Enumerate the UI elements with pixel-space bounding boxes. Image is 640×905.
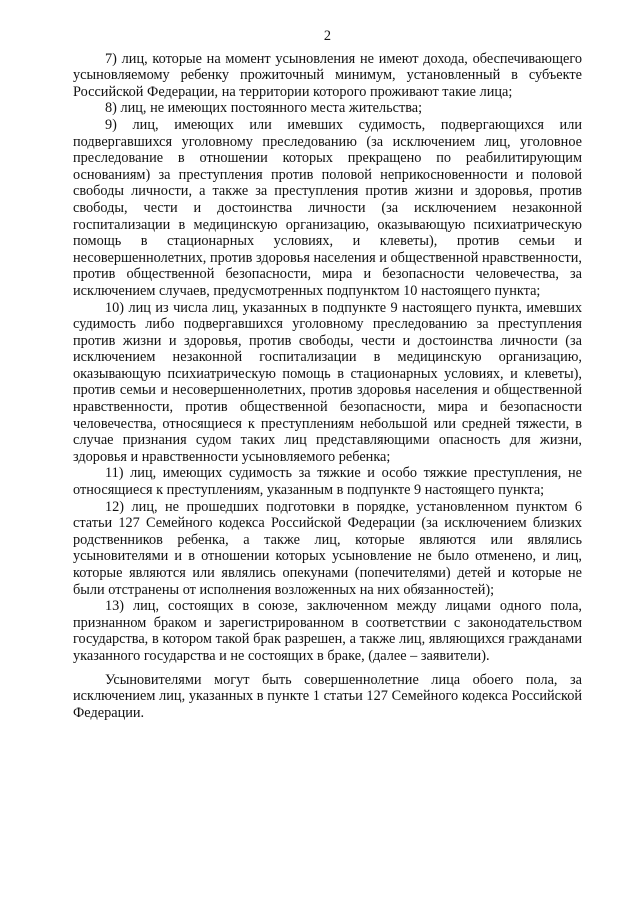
paragraph-item-7: 7) лиц, которые на момент усыновления не имеют дохода, обеспечивающего усыновляемому ребенку прожиточный минимум, установленный в субъекте Российской Федерации, на территории которого проживают такие лица; bbox=[73, 50, 582, 100]
paragraph-adopters: Усыновителями могут быть совершеннолетние лица обоего пола, за исключением лиц, указанных в пункте 1 статьи 127 Семейного кодекса Российской Федерации. bbox=[73, 671, 582, 721]
paragraph-item-8: 8) лиц, не имеющих постоянного места жительства; bbox=[105, 100, 423, 117]
page-number: 2 bbox=[323, 28, 332, 44]
paragraph-item-9: 9) лиц, имеющих или имевших судимость, подвергающихся или подвергавшихся уголовному преследованию (за исключением лиц, уголовное преследование в отношении которых прекращено по реабилитирующим основаниям) за преступления против половой неприкосновенности и половой свободы личности, а также за преступления против жизни и здоровья, против свободы, чести и достоинства личности (за исключением незаконной госпитализации в медицинскую организацию, оказывающую психиатрическую помощь в стационарных условиях, и клеветы), против семьи и несовершеннолетних, против здоровья населения и общественной нравственности, против общественной безопасности, мира и безопасности человечества, за исключением случаев, предусмотренных подпунктом 10 настоящего пункта; bbox=[73, 116, 582, 299]
paragraph-item-11: 11) лиц, имеющих судимость за тяжкие и особо тяжкие преступления, не относящиеся к преступлениям, указанным в подпункте 9 настоящего пункта; bbox=[73, 465, 582, 499]
document-page bbox=[73, 28, 582, 721]
paragraph-item-12: 12) лиц, не прошедших подготовки в порядке, установленном пунктом 6 статьи 127 Семейного кодекса Российской Федерации (за исключением близких родственников ребенка, а также лиц, которые являются или являлись усыновителями и в отношении которых усыновление не было отменено, и лиц, которые являются или являлись опекунами (попечителями) детей и которые не были отстранены от исполнения возложенных на них обязанностей); bbox=[73, 498, 582, 598]
paragraph-item-10: 10) лиц из числа лиц, указанных в подпункте 9 настоящего пункта, имевших судимость либо подвергавшихся уголовному преследованию за преступления против жизни и здоровья, против свободы, чести и достоинства личности (за исключением незаконной госпитализации в медицинскую организацию, оказывающую психиатрическую помощь в стационарных условиях, и клеветы), против семьи и несовершеннолетних, против здоровья населения и общественной нравственности, против общественной безопасности, мира и безопасности человечества, относящиеся к преступлениям небольшой или средней тяжести, в случае признания судом таких лиц представляющими опасность для жизни, здоровья и нравственности усыновляемого ребенка; bbox=[73, 299, 582, 465]
paragraph-item-13: 13) лиц, состоящих в союзе, заключенном между лицами одного пола, признанном браком и зарегистрированном в соответствии с законодательством государства, в котором такой брак разрешен, а также лиц, являющихся гражданами указанного государства и не состоящих в браке, (далее – заявители). bbox=[73, 598, 582, 664]
